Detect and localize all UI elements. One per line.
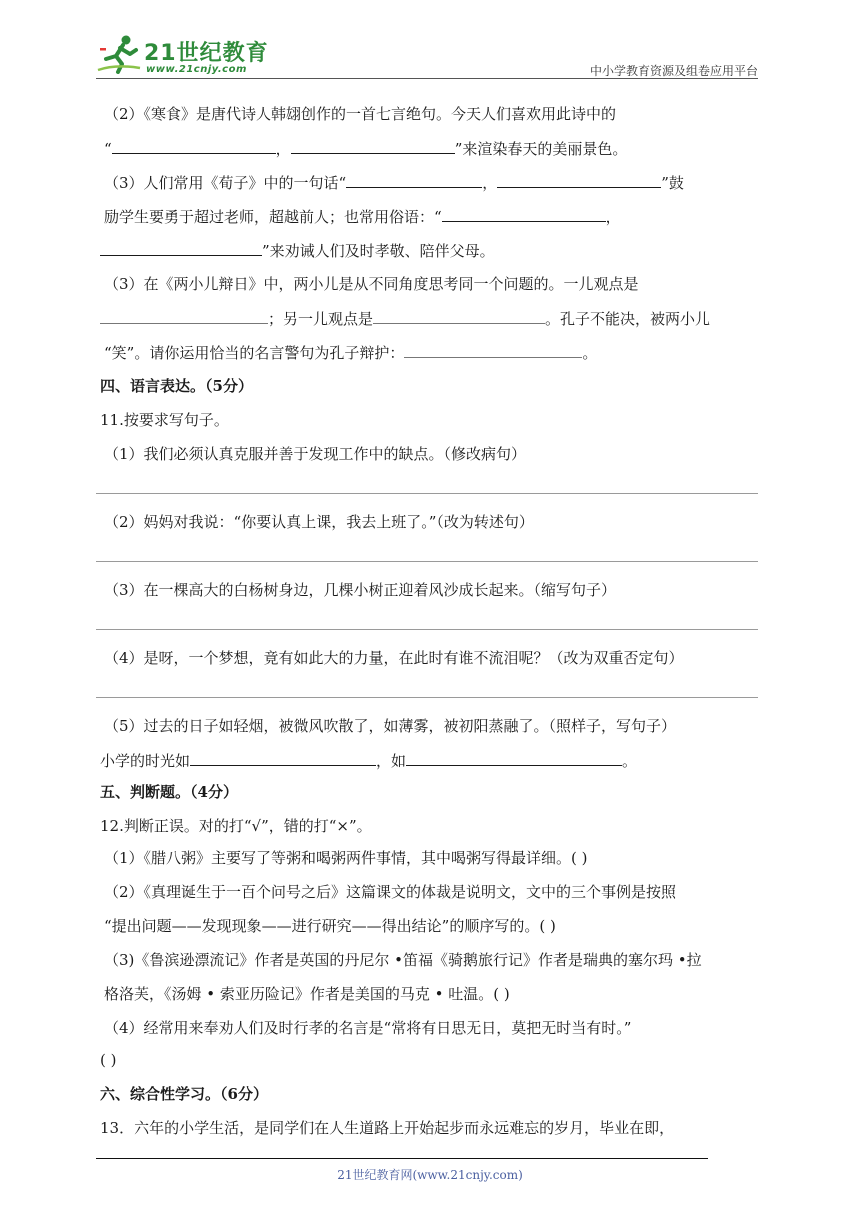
q12-item-2-line2: “提出问题——发现现象——进行研究——得出结论”的顺序写的。( ) [104, 917, 556, 935]
answer-blank[interactable] [112, 137, 276, 154]
q12-item-4-line2: ( ) [100, 1051, 117, 1069]
footer-text: 21世纪教育网(www.21cnjy.com) [337, 1168, 523, 1182]
q11-item-3: （3）在一棵高大的白杨树身边，几棵小树正迎着风沙成长起来。（缩写句子） [104, 581, 617, 599]
answer-blank[interactable] [373, 307, 545, 324]
q12-prompt: 12.判断正误。对的打“√”，错的打“×”。 [100, 817, 372, 835]
answer-blank[interactable] [291, 137, 455, 154]
q12-item-2-line1: （2）《真理诞生于一百个问号之后》这篇课文的体裁是说明文，文中的三个事例是按照 [104, 883, 677, 901]
q11-item-5-line2: 小学的时光如 ，如 。 [100, 749, 637, 772]
answer-blank[interactable] [404, 341, 582, 358]
q10-p2-line1: （2）《寒食》是唐代诗人韩翃创作的一首七言绝句。今天人们喜欢用此诗中的 [104, 105, 617, 123]
logo-wordmark: 21世纪教育 [144, 41, 269, 66]
q11-item-1: （1）我们必须认真克服并善于发现工作中的缺点。（修改病句） [104, 445, 527, 463]
q11-item-5: （5）过去的日子如轻烟，被微风吹散了，如薄雾，被初阳蒸融了。（照样子，写句子） [104, 717, 677, 735]
q10-p2-line2: “ ， ”来渲染春天的美丽景色。 [104, 137, 627, 160]
runner-logo-icon [96, 34, 144, 74]
answer-line[interactable] [96, 697, 758, 698]
answer-blank[interactable] [442, 205, 606, 222]
answer-line[interactable] [96, 561, 758, 562]
q10-p4-line3: “笑”。请你运用恰当的名言警句为孔子辩护： 。 [104, 341, 597, 364]
q10-p4-line1: （3）在《两小儿辩日》中，两小儿是从不同角度思考同一个问题的。一儿观点是 [104, 275, 639, 293]
q10-p3-line2: 励学生要勇于超过老师，超越前人；也常用俗语：“ ， [104, 205, 621, 228]
section5-heading: 五、判断题。（4分） [100, 783, 238, 801]
answer-blank[interactable] [100, 307, 268, 324]
q11-prompt: 11.按要求写句子。 [100, 411, 229, 429]
answer-blank[interactable] [100, 239, 262, 256]
answer-blank[interactable] [190, 749, 376, 766]
q12-item-3-line2: 格洛芙，《汤姆 • 索亚历险记》作者是美国的马克 • 吐温。( ) [104, 985, 510, 1003]
q13-prompt: 13．六年的小学生活，是同学们在人生道路上开始起步而永远难忘的岁月，毕业在即， [100, 1119, 675, 1137]
answer-line[interactable] [96, 629, 758, 630]
q12-item-3-line1: （3)《鲁滨逊漂流记》作者是英国的丹尼尔 •笛福《骑鹅旅行记》作者是瑞典的塞尔玛 •拉 [104, 951, 702, 969]
answer-blank[interactable] [497, 171, 661, 188]
q12-item-4-line1: （4）经常用来奉劝人们及时行孝的名言是“常将有日思无日，莫把无时当有时。” [104, 1019, 632, 1037]
answer-blank[interactable] [346, 171, 482, 188]
section6-heading: 六、综合性学习。（6分） [100, 1085, 268, 1103]
answer-blank[interactable] [406, 749, 622, 766]
footer-divider [96, 1158, 708, 1159]
q10-p3-line1: （3）人们常用《荀子》中的一句话“ ， ”鼓 [104, 171, 684, 194]
page-header [96, 28, 758, 80]
q12-item-1: （1）《腊八粥》主要写了等粥和喝粥两件事情，其中喝粥写得最详细。( ) [104, 849, 588, 867]
q10-p4-line2: ；另一儿观点是 。孔子不能决，被两小儿 [100, 307, 710, 330]
section4-heading: 四、语言表达。（5分） [100, 377, 253, 395]
q10-p3-line3: ”来劝诫人们及时孝敬、陪伴父母。 [100, 239, 495, 262]
header-divider [96, 78, 758, 79]
logo-url: www.21cnjy.com [146, 64, 247, 75]
platform-name: 中小学教育资源及组卷应用平台 [589, 64, 758, 78]
q11-item-4: （4）是呀，一个梦想，竟有如此大的力量，在此时有谁不流泪呢？（改为双重否定句） [104, 649, 684, 667]
q11-item-2: （2）妈妈对我说：“你要认真上课，我去上班了。”（改为转述句） [104, 513, 534, 531]
site-logo [96, 34, 269, 78]
answer-line[interactable] [96, 493, 758, 494]
